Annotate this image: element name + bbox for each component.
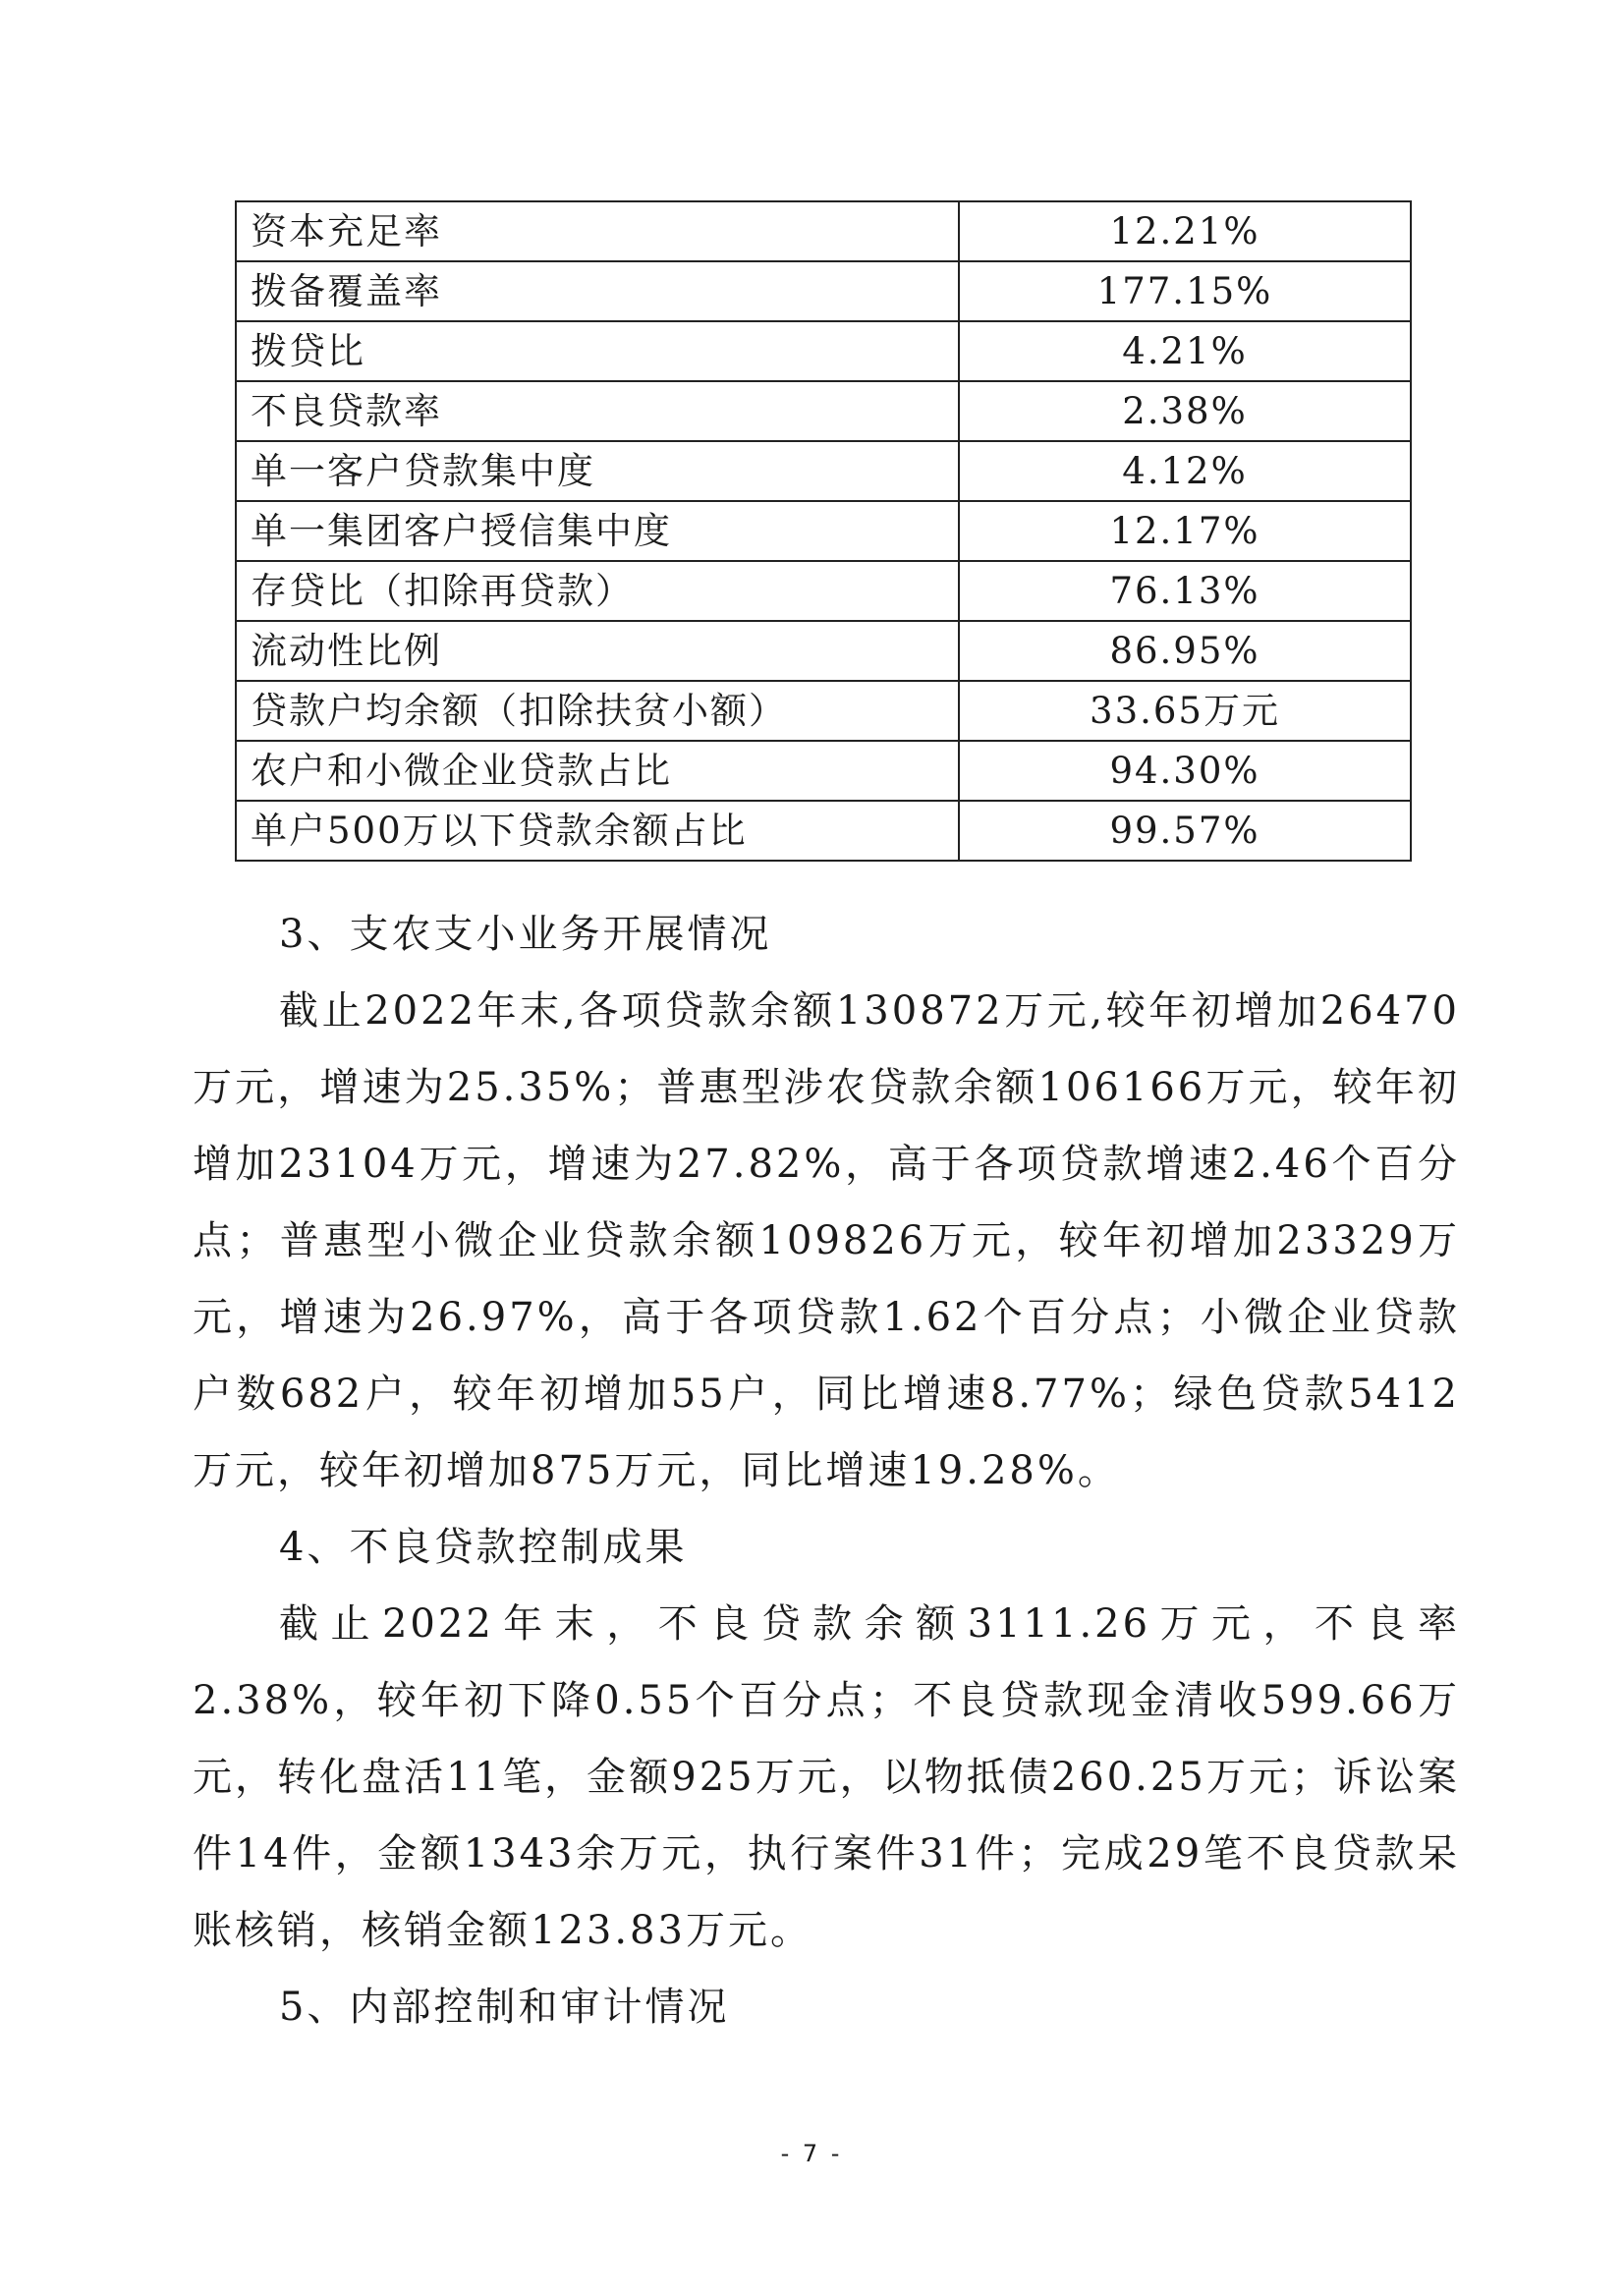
indicator-label: 单一客户贷款集中度 — [236, 441, 959, 501]
indicator-label: 拨贷比 — [236, 321, 959, 381]
table-row — [236, 741, 1411, 801]
indicator-label: 存贷比（扣除再贷款） — [236, 561, 959, 621]
indicator-label: 农户和小微企业贷款占比 — [236, 741, 959, 801]
indicator-label: 单户500万以下贷款余额占比 — [236, 801, 959, 861]
indicator-value: 94.30% — [959, 741, 1411, 801]
table-row — [236, 561, 1411, 621]
indicator-label: 不良贷款率 — [236, 381, 959, 441]
table-row — [236, 381, 1411, 441]
document-body — [193, 896, 1460, 2045]
indicator-value: 4.12% — [959, 441, 1411, 501]
section-heading-agri-small-business: 3、支农支小业务开展情况 — [279, 912, 772, 957]
indicator-value: 4.21% — [959, 321, 1411, 381]
table-row — [236, 261, 1411, 321]
section-heading-npl-control: 4、不良贷款控制成果 — [279, 1525, 688, 1570]
key-indicators-table — [235, 200, 1412, 862]
table-row — [236, 501, 1411, 561]
table-row — [236, 321, 1411, 381]
indicator-value: 12.17% — [959, 501, 1411, 561]
table-row — [236, 201, 1411, 261]
table-row — [236, 801, 1411, 861]
indicator-value: 33.65万元 — [959, 681, 1411, 741]
table-row — [236, 621, 1411, 681]
indicator-value: 86.95% — [959, 621, 1411, 681]
indicator-value: 99.57% — [959, 801, 1411, 861]
indicator-value: 2.38% — [959, 381, 1411, 441]
indicator-value: 177.15% — [959, 261, 1411, 321]
paragraph-agri-small-business: 截止2022年末,各项贷款余额130872万元,较年初增加26470万元，增速为25.35%；普惠型涉农贷款余额106166万元，较年初增加23104万元，增速为27.82%，高于各项贷款增速2.46个百分点；普惠型小微企业贷款余额109826万元，较年初增加23329万元，增速为26.97%，高于各项贷款1.62个百分点；小微企业贷款户数682户，较年初增加55户，同比增速8.77%；绿色贷款5412万元，较年初增加875万元，同比增速19.28%。 — [193, 988, 1460, 1493]
indicator-label: 资本充足率 — [236, 201, 959, 261]
paragraph-npl-control: 截止2022年末，不良贷款余额3111.26万元，不良率2.38%，较年初下降0.55个百分点；不良贷款现金清收599.66万元，转化盘活11笔，金额925万元，以物抵债260.25万元；诉讼案件14件，金额1343余万元，执行案件31件；完成29笔不良贷款呆账核销，核销金额123.83万元。 — [193, 1601, 1460, 1953]
indicator-label: 拨备覆盖率 — [236, 261, 959, 321]
section-heading-internal-control: 5、内部控制和审计情况 — [279, 1985, 730, 2030]
page-number: - 7 - — [780, 2140, 843, 2167]
indicator-label: 单一集团客户授信集中度 — [236, 501, 959, 561]
indicator-label: 流动性比例 — [236, 621, 959, 681]
indicator-label: 贷款户均余额（扣除扶贫小额） — [236, 681, 959, 741]
table-row — [236, 681, 1411, 741]
table-row — [236, 441, 1411, 501]
indicator-value: 12.21% — [959, 201, 1411, 261]
indicator-value: 76.13% — [959, 561, 1411, 621]
